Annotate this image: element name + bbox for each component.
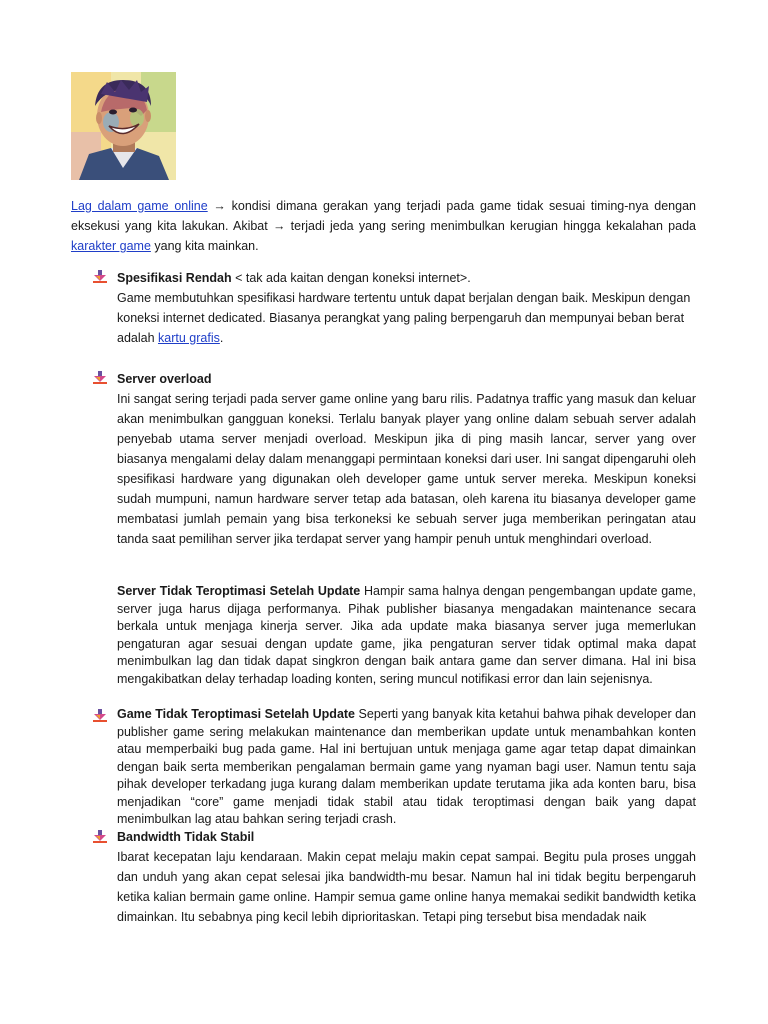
list-item-bandwidth-tidak-stabil xyxy=(117,827,696,927)
item-body: Ibarat kecepatan laju kendaraan. Makin cepat melaju makin cepat sampai. Begitu pula proses unggah dan unduh yang akan cepat selesai jika bandwidth-mu besar. Namun hal ini tidak begitu berpengaruh ketika kalian bermain game online. Hampir semua game online hanya memakai sedikit bandwidth ketika dimainkan. Itu sebabnya ping kecil lebih diprioritaskan. Tetapi ping tersebut bisa mendadak naik xyxy=(117,850,696,924)
intro-text-2: terjadi jeda yang sering menimbulkan kerugian hingga kekalahan pada xyxy=(285,219,696,233)
item-title: Game Tidak Teroptimasi Setelah Update xyxy=(117,707,356,721)
kartu-grafis-link[interactable]: kartu grafis xyxy=(158,331,220,345)
list-item-game-tidak-teroptimasi xyxy=(117,706,696,829)
list-item-spesifikasi-rendah xyxy=(117,268,696,348)
sub-item-server-tidak-teroptimasi xyxy=(117,583,696,688)
arrow-glyph: → xyxy=(213,199,226,213)
intro-text-1: kondisi dimana gerakan yang terjadi pada game tidak sesuai timing-nya dengan eksekusi yang kita lakukan. Akibat xyxy=(71,199,696,233)
intro-paragraph xyxy=(71,196,696,256)
item-title: Bandwidth Tidak Stabil xyxy=(117,830,255,844)
item-body-end: . xyxy=(219,331,224,345)
karakter-game-link[interactable]: karakter game xyxy=(71,239,151,253)
item-body: Ini sangat sering terjadi pada server game online yang baru rilis. Padatnya traffic yang masuk dan keluar akan menimbulkan gangguan koneksi. Terlalu banyak player yang online dalam sebuah server adalah penyebab utama server menjadi overload. Meskipun jika di ping masih lancar, server yang over biasanya mengalami delay dalam menanggapi permintaan koneksi dari user. Ini sangat dipengaruhi oleh spesifikasi hardware yang digunakan oleh developer game untuk server mereka. Meskipun koneksi sudah mumpuni, namun hardware server tetap ada batasan, oleh karena itu biasanya developer game membatasi jumlah pemain yang bisa terkoneksi ke sebuah server juga memberikan peringatan atau tanda saat pemilihan server jika terdapat server yang hampir penuh untuk menghindari overload. xyxy=(117,392,696,546)
bullet-arrow-down-icon xyxy=(93,370,107,384)
intro-text-3: yang kita mainkan. xyxy=(150,239,259,253)
bullet-arrow-down-icon xyxy=(93,708,107,722)
item-body: Seperti yang banyak kita ketahui bahwa pihak developer dan publisher game sering melakukan maintenance dan memberikan update untuk menambahkan konten atau memperbaiki bug pada game. Hal ini bertujuan untuk menjaga game agar tetap dapat dimainkan dengan baik serta memberikan pengalaman bermain game yang nyaman bagi user. Namun tentu saja pihak developer terkadang juga kurang dalam memberikan update terutama jika ada konten baru, bisa menjadikan “core” game menjadi tidak stabil atau tidak teroptimasi dengan baik yang dapat menimbulkan lag atau bahkan sering terjadi crash. xyxy=(117,707,696,826)
bullet-arrow-down-icon xyxy=(93,269,107,283)
item-note: < tak ada kaitan dengan koneksi internet>. xyxy=(231,271,471,285)
list-item-server-overload xyxy=(117,369,696,549)
author-avatar xyxy=(71,72,176,180)
bullet-arrow-down-icon xyxy=(93,829,107,843)
sub-item-body: Hampir sama halnya dengan pengembangan update game, server juga harus dijaga performanya. Pihak publisher biasanya mengadakan maintenance secara berkala untuk menjaga kinerja server. Jika ada update maka biasanya server juga memerlukan pengaturan agar sesuai dengan update game, jika pengaturan server tidak optimal maka dapat menimbulkan lag dan tidak dapat singkron dengan baik antara game dan server dimana. Hal ini bisa mengakibatkan delay terhadap loading konten, sering muncul notifikasi error dan lain sejenisnya. xyxy=(117,584,696,686)
arrow-glyph: → xyxy=(272,219,286,233)
item-title: Server overload xyxy=(117,372,212,386)
sub-item-title: Server Tidak Teroptimasi Setelah Update xyxy=(117,584,361,598)
lag-dalam-game-online-link[interactable]: Lag dalam game online xyxy=(71,199,208,213)
item-body: Game membutuhkan spesifikasi hardware tertentu untuk dapat berjalan dengan baik. Meskipun dengan koneksi internet dedicated. Biasanya perangkat yang paling berpengaruh dan mempunyai beban berat adalah xyxy=(117,291,691,345)
item-title: Spesifikasi Rendah xyxy=(117,271,232,285)
